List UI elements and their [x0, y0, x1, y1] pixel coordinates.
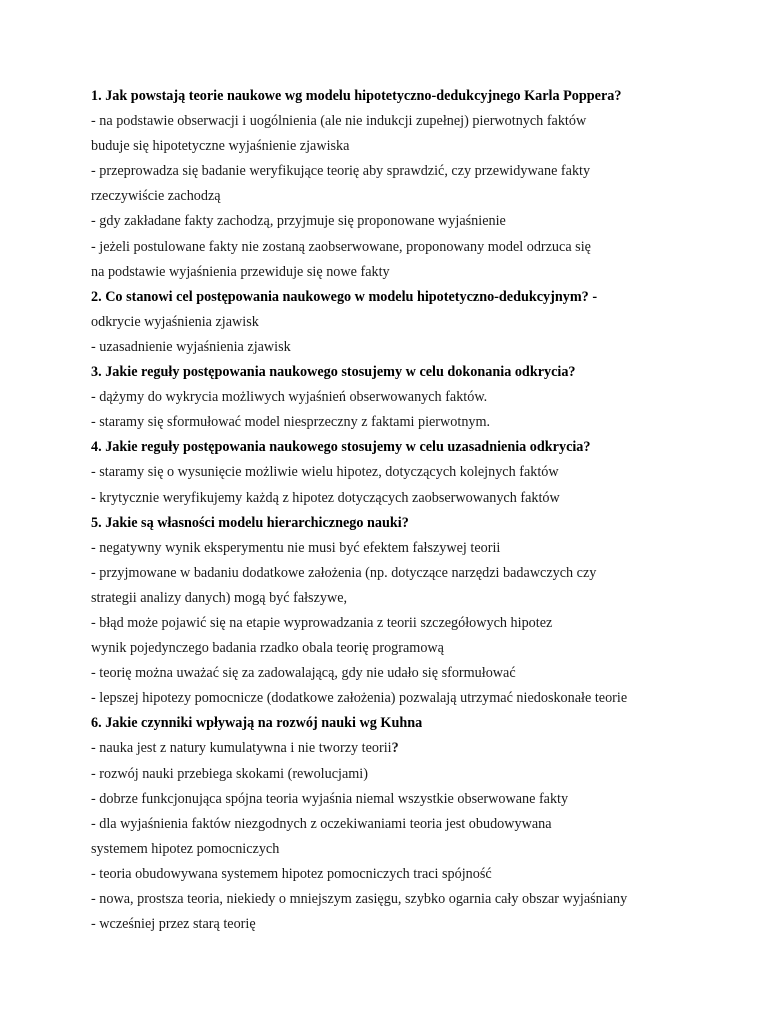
answer-text: - gdy zakładane fakty zachodzą, przyjmuje się proponowane wyjaśnienie — [91, 213, 506, 230]
answer-text: buduje się hipotetyczne wyjaśnienie zjawiska — [91, 138, 350, 155]
bold-punctuation: ? — [391, 740, 399, 757]
question-heading — [91, 435, 691, 460]
question-text: 2. Co stanowi cel postępowania naukowego w modelu hipotetyczno-dedukcyjnym? - — [91, 288, 598, 305]
answer-text: - dążymy do wykrycia możliwych wyjaśnień obserwowanych faktów. — [91, 389, 488, 406]
answer-line — [91, 134, 691, 159]
answer-text: odkrycie wyjaśnienia zjawisk — [91, 313, 259, 330]
answer-line — [91, 862, 691, 887]
question-heading — [91, 285, 691, 310]
question-heading — [91, 360, 691, 385]
question-text: 4. Jakie reguły postępowania naukowego stosujemy w celu uzasadnienia odkrycia? — [91, 439, 591, 456]
answer-line — [91, 235, 691, 260]
answer-text: - teorię można uważać się za zadowalającą, gdy nie udało się sformułować — [91, 665, 516, 682]
answer-line — [91, 912, 691, 937]
answer-line — [91, 486, 691, 511]
question-heading — [91, 711, 691, 736]
answer-text: rzeczywiście zachodzą — [91, 188, 221, 205]
answer-text: - przeprowadza się badanie weryfikujące teorię aby sprawdzić, czy przewidywane fakty — [91, 163, 591, 180]
answer-text: - negatywny wynik eksperymentu nie musi być efektem fałszywej teorii — [91, 539, 501, 556]
answer-text: - jeżeli postulowane fakty nie zostaną zaobserwowane, proponowany model odrzuca się — [91, 238, 591, 255]
answer-line — [91, 611, 691, 636]
answer-line — [91, 460, 691, 485]
document-body — [91, 84, 691, 937]
answer-text: - staramy się o wysunięcie możliwie wielu hipotez, dotyczących kolejnych faktów — [91, 464, 559, 481]
answer-line — [91, 736, 691, 761]
answer-line — [91, 762, 691, 787]
answer-line — [91, 812, 691, 837]
answer-text: - krytycznie weryfikujemy każdą z hipotez dotyczących zaobserwowanych faktów — [91, 489, 560, 506]
answer-text: na podstawie wyjaśnienia przewiduje się nowe fakty — [91, 263, 390, 280]
answer-text: - błąd może pojawić się na etapie wyprowadzania z teorii szczegółowych hipotez — [91, 614, 553, 631]
answer-line — [91, 209, 691, 234]
answer-text: strategii analizy danych) mogą być fałszywe, — [91, 589, 348, 606]
answer-line — [91, 385, 691, 410]
answer-line — [91, 837, 691, 862]
answer-text: - przyjmowane w badaniu dodatkowe założenia (np. dotyczące narzędzi badawczych czy — [91, 564, 597, 581]
answer-text: - teoria obudowywana systemem hipotez pomocniczych traci spójność — [91, 865, 492, 882]
answer-text: - lepszej hipotezy pomocnicze (dodatkowe założenia) pozwalają utrzymać niedoskonałe teorie — [91, 690, 628, 707]
question-text: 1. Jak powstają teorie naukowe wg modelu hipotetyczno-dedukcyjnego Karla Poppera? — [91, 88, 622, 104]
answer-text: - rozwój nauki przebiega skokami (rewolucjami) — [91, 765, 368, 782]
answer-text: - wcześniej przez starą teorię — [91, 916, 256, 933]
question-text: 6. Jakie czynniki wpływają na rozwój nauki wg Kuhna — [91, 715, 423, 732]
answer-line — [91, 536, 691, 561]
answer-text: - nauka jest z natury kumulatywna i nie tworzy teorii — [91, 740, 392, 757]
answer-line — [91, 887, 691, 912]
question-text: 5. Jakie są własności modelu hierarchicznego nauki? — [91, 514, 409, 531]
answer-line — [91, 184, 691, 209]
answer-line — [91, 661, 691, 686]
answer-line — [91, 260, 691, 285]
answer-line — [91, 636, 691, 661]
answer-line — [91, 686, 691, 711]
answer-text: - na podstawie obserwacji i uogólnienia (ale nie indukcji zupełnej) pierwotnych faktów — [91, 113, 587, 130]
answer-text: systemem hipotez pomocniczych — [91, 840, 280, 857]
answer-text: - nowa, prostsza teoria, niekiedy o mniejszym zasięgu, szybko ogarnia cały obszar wyjaśniany — [91, 891, 628, 907]
answer-line — [91, 159, 691, 184]
answer-text: - staramy się sformułować model niesprzeczny z faktami pierwotnym. — [91, 414, 491, 431]
answer-text: - dobrze funkcjonująca spójna teoria wyjaśnia niemal wszystkie obserwowane fakty — [91, 790, 569, 807]
answer-text: - dla wyjaśnienia faktów niezgodnych z oczekiwaniami teoria jest obudowywana — [91, 815, 552, 832]
answer-line — [91, 561, 691, 586]
question-heading — [91, 84, 691, 109]
question-heading — [91, 511, 691, 536]
answer-line — [91, 335, 691, 360]
answer-line — [91, 109, 691, 134]
answer-line — [91, 410, 691, 435]
answer-line — [91, 586, 691, 611]
question-text: 3. Jakie reguły postępowania naukowego stosujemy w celu dokonania odkrycia? — [91, 364, 576, 381]
answer-text: - uzasadnienie wyjaśnienia zjawisk — [91, 338, 291, 355]
answer-line — [91, 787, 691, 812]
answer-line — [91, 310, 691, 335]
answer-text: wynik pojedynczego badania rzadko obala teorię programową — [91, 640, 444, 657]
